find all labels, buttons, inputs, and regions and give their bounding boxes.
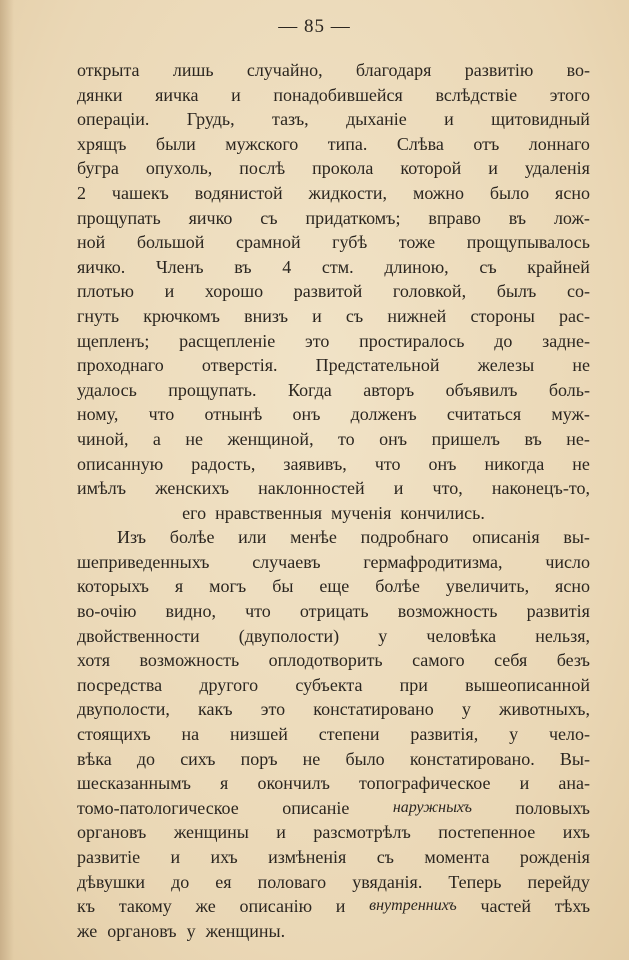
word: не	[302, 748, 321, 769]
word: еще	[319, 576, 350, 597]
word: окончилъ	[257, 773, 330, 794]
text-line	[77, 648, 590, 673]
word: ана-	[558, 773, 590, 794]
word: развитія	[526, 601, 590, 622]
word: и	[312, 305, 322, 326]
text-line	[77, 255, 590, 280]
word: констатировано	[313, 699, 434, 720]
word: на	[181, 724, 200, 745]
word: перейду	[527, 871, 590, 892]
word: я	[174, 576, 184, 597]
text-line	[77, 722, 590, 747]
word: животныхъ,	[499, 699, 590, 720]
word: открыта	[77, 60, 140, 80]
word: что	[148, 404, 175, 425]
word: безъ	[556, 650, 590, 671]
word: не-	[566, 428, 590, 449]
word: хотя	[77, 650, 110, 671]
word: ному,	[77, 404, 119, 425]
word: боль-	[548, 379, 590, 400]
word: бы	[272, 576, 294, 597]
word: внизъ	[244, 305, 288, 326]
word: чашекъ	[111, 182, 169, 203]
word: измѣненія	[268, 847, 347, 867]
word: сихъ	[180, 748, 216, 769]
word: отверстія.	[201, 355, 278, 376]
word: щитовидный	[491, 109, 590, 130]
word: развитію	[464, 60, 534, 80]
word: прощупать	[77, 207, 161, 228]
word: до	[494, 330, 513, 351]
word: срамной	[235, 232, 301, 253]
word: описаніе	[282, 797, 350, 818]
word: ясно	[555, 576, 590, 597]
word: объявилъ	[445, 379, 518, 400]
word: и	[276, 822, 286, 843]
word: наружныхъ	[392, 798, 472, 816]
word: отъ	[473, 133, 500, 154]
word: во-	[566, 60, 590, 80]
word: видно,	[165, 601, 216, 622]
word: во-очію	[77, 601, 137, 622]
word: оплодотворить	[268, 650, 383, 671]
word: большой	[136, 232, 205, 253]
word: этого	[549, 84, 590, 105]
text-line	[77, 796, 590, 821]
word: органовъ	[107, 920, 177, 941]
text-line	[77, 107, 590, 132]
word: вправо	[428, 207, 481, 228]
word: крайней	[527, 256, 590, 277]
word: женщиной,	[227, 428, 314, 449]
word: нравственныя	[215, 502, 322, 523]
word: нельзя,	[535, 625, 590, 646]
word: прощупать.	[168, 379, 257, 400]
word: подробнаго	[360, 527, 449, 548]
word: задне-	[542, 330, 590, 351]
word: отрицать	[299, 601, 369, 622]
text-line	[77, 304, 590, 329]
word: возможность	[139, 650, 240, 671]
text-line	[77, 747, 590, 772]
word: вѣка	[77, 748, 112, 769]
word: же	[77, 920, 98, 941]
word: лож-	[553, 207, 590, 228]
word: съ	[345, 305, 364, 326]
text-line	[77, 599, 590, 624]
word: топографическое	[359, 773, 491, 794]
word: другого	[199, 674, 259, 695]
word: вышеописанной	[465, 674, 590, 695]
word: кончились.	[400, 502, 485, 523]
text-line	[77, 673, 590, 698]
word: мученія	[331, 502, 392, 523]
word: и	[488, 158, 498, 179]
word: дянки	[77, 84, 123, 105]
word: прокола	[312, 158, 374, 179]
word: Грудь,	[186, 109, 235, 130]
word: которой	[400, 158, 462, 179]
word: болѣе	[169, 527, 215, 548]
word: благодаря	[355, 60, 432, 80]
word: описанную	[77, 453, 164, 474]
word: головкой,	[392, 281, 467, 302]
word: онъ	[292, 404, 321, 425]
word: тѣхъ	[554, 896, 590, 917]
word: Изъ	[117, 527, 147, 548]
text-line	[77, 550, 590, 575]
word: послѣ	[239, 158, 286, 179]
word: констатировано.	[409, 748, 535, 769]
word: гнуть	[77, 305, 120, 326]
word: чиной,	[77, 428, 129, 449]
word: тоже	[398, 232, 436, 253]
page-number: — 85 —	[278, 16, 351, 37]
text-line	[77, 427, 590, 452]
text-line	[77, 279, 590, 304]
word: момента	[424, 847, 490, 867]
word: былъ	[496, 281, 537, 302]
word: описанія	[472, 527, 540, 548]
word: вы-	[563, 527, 590, 548]
word: яичко	[188, 207, 233, 228]
word: расщепленіе	[179, 330, 276, 351]
word: стм.	[321, 256, 354, 277]
word: мужского	[225, 133, 299, 154]
word: яичка	[155, 84, 199, 105]
word: человѣка	[426, 625, 497, 646]
word: менѣе	[290, 527, 337, 548]
word: же	[195, 896, 216, 917]
word: я	[220, 773, 229, 794]
word: было	[345, 748, 385, 769]
text-line	[77, 83, 590, 108]
word: заявивъ,	[283, 453, 347, 474]
word: крючкомъ	[143, 305, 220, 326]
text-line	[77, 402, 590, 427]
word: (двуполости)	[238, 625, 340, 646]
word: органовъ	[77, 822, 147, 843]
word: субъекта	[295, 674, 363, 695]
word: со-	[566, 281, 590, 302]
word: степени	[318, 724, 380, 745]
word: случайно,	[246, 60, 323, 80]
word: и	[164, 281, 175, 302]
text-line	[77, 476, 590, 501]
word: шесказаннымъ	[77, 773, 191, 794]
word: постепенное	[438, 822, 536, 843]
word: половаго	[257, 871, 327, 892]
word: не	[572, 355, 590, 376]
word: что	[245, 601, 271, 622]
word: считаться	[446, 404, 522, 425]
word: самого	[412, 650, 465, 671]
word: и	[170, 847, 181, 867]
word: железы	[477, 355, 535, 376]
word: отнынѣ	[204, 404, 263, 425]
word: въ	[524, 428, 542, 449]
word: хорошо	[204, 281, 264, 302]
word: увеличить,	[445, 576, 530, 597]
word: внутреннихъ	[369, 897, 457, 915]
word: водянистой	[194, 182, 283, 203]
word: Предстательной	[315, 355, 440, 376]
word: шеприведенныхъ	[77, 551, 210, 572]
word: длиною,	[384, 256, 449, 277]
word: себя	[494, 650, 528, 671]
word: прощупывалось	[466, 232, 590, 253]
word: можно	[412, 182, 464, 203]
word: лоннаго	[528, 133, 590, 154]
word: операціи.	[77, 109, 150, 130]
word: у	[509, 724, 519, 745]
word: до	[136, 748, 156, 769]
word: чело-	[548, 724, 590, 745]
word: съ	[479, 256, 497, 277]
word: гермафродитизма,	[363, 551, 503, 572]
word: къ	[77, 896, 96, 917]
word: понадобившейся	[273, 84, 403, 105]
word: развитіе	[77, 847, 141, 867]
word: бугра	[77, 158, 119, 179]
word: какъ	[198, 699, 233, 720]
word: случаевъ	[252, 551, 321, 572]
text-line	[77, 132, 590, 157]
word: хрящъ	[77, 133, 127, 154]
text-line	[77, 501, 590, 526]
text-line	[77, 525, 590, 550]
word: проходнаго	[77, 355, 164, 376]
word: и	[444, 109, 454, 130]
text-line	[77, 894, 590, 919]
word: это	[260, 699, 286, 720]
word: рас-	[558, 305, 590, 326]
text-line	[77, 329, 590, 354]
text-line	[77, 156, 590, 181]
word: Когда	[287, 379, 332, 400]
word: и	[519, 773, 530, 794]
word: Слѣва	[396, 133, 444, 154]
word: ной	[77, 232, 106, 253]
word: которыхъ	[77, 576, 149, 597]
word: наконецъ-то,	[491, 478, 590, 499]
text-line	[77, 206, 590, 231]
text-line	[77, 181, 590, 206]
word: Членъ	[155, 256, 204, 277]
word: Вы-	[559, 748, 590, 769]
word: стороны	[470, 305, 535, 326]
text-line	[77, 378, 590, 403]
word: возможность	[397, 601, 498, 622]
word: могъ	[209, 576, 247, 597]
word: увяданія.	[352, 871, 423, 892]
word: ясно	[555, 182, 590, 203]
word: простиралось	[359, 330, 465, 351]
word: радость,	[191, 453, 256, 474]
word: двуполости,	[77, 699, 170, 720]
text-line	[77, 452, 590, 477]
word: ихъ	[562, 822, 590, 843]
word: и	[335, 896, 346, 917]
body-text	[77, 58, 590, 943]
word: имѣлъ	[77, 478, 127, 499]
word: авторъ	[363, 379, 415, 400]
word: что,	[432, 478, 463, 499]
word: то	[338, 428, 355, 449]
word: стоящихъ	[77, 724, 151, 745]
word: пришелъ	[431, 428, 500, 449]
word: никогда	[484, 453, 545, 474]
word: это	[304, 330, 330, 351]
word: не	[185, 428, 204, 449]
word: губѣ	[332, 232, 368, 253]
text-line	[77, 845, 590, 870]
word: 4	[282, 256, 292, 277]
word: описанію	[239, 896, 313, 917]
word: тазъ,	[271, 109, 309, 130]
word: наклонностей	[258, 478, 365, 499]
word: долженъ	[350, 404, 417, 425]
word: у	[461, 699, 471, 720]
word: муж-	[551, 404, 590, 425]
word: а	[152, 428, 161, 449]
text-line	[77, 624, 590, 649]
word: нижней	[387, 305, 447, 326]
word: щепленъ;	[77, 330, 150, 351]
word: развитой	[293, 281, 363, 302]
word: Теперь	[448, 871, 502, 892]
word: женщины.	[205, 920, 286, 941]
word: 2	[77, 182, 86, 203]
word: женскихъ	[155, 478, 230, 499]
word: яичко.	[77, 256, 126, 277]
page-edge-shadow	[0, 0, 14, 960]
text-line	[77, 574, 590, 599]
word: рожденія	[519, 847, 590, 867]
word: ихъ	[210, 847, 238, 867]
word: было	[489, 182, 530, 203]
text-line	[77, 919, 590, 944]
word: плотью	[77, 281, 134, 302]
word: разсмотрѣлъ	[313, 822, 411, 843]
word: у	[186, 920, 196, 941]
word: жидкости,	[308, 182, 388, 203]
word: при	[399, 674, 428, 695]
text-line	[77, 230, 590, 255]
word: ея	[215, 871, 232, 892]
word: онъ	[428, 453, 457, 474]
word: двойственности	[77, 625, 200, 646]
word: вслѣдствіе	[435, 84, 518, 105]
word: посредства	[77, 674, 163, 695]
word: онъ	[379, 428, 408, 449]
word: такому	[118, 896, 172, 917]
word: съ	[260, 207, 278, 228]
text-line	[77, 820, 590, 845]
word: болѣе	[375, 576, 420, 597]
word: у	[378, 625, 388, 646]
word: лишь	[172, 60, 214, 80]
word: низшей	[230, 724, 288, 745]
word: томо-патологическое	[77, 797, 239, 818]
word: дѣвушки	[77, 871, 146, 892]
word: въ	[234, 256, 252, 277]
word: что	[374, 453, 401, 474]
word: число	[545, 551, 590, 572]
word: частей	[480, 896, 531, 917]
word: и	[231, 84, 241, 105]
word: или	[238, 527, 267, 548]
word: опухоль,	[145, 158, 213, 179]
word: съ	[376, 847, 394, 867]
word: дыханіе	[346, 109, 407, 130]
word: половыхъ	[515, 797, 590, 818]
word: и	[393, 478, 404, 499]
text-line	[77, 870, 590, 895]
text-line	[77, 697, 590, 722]
word: до	[171, 871, 190, 892]
text-line	[77, 58, 590, 83]
word: не	[572, 453, 590, 474]
word: были	[155, 133, 196, 154]
word: поръ	[240, 748, 278, 769]
word: типа.	[327, 133, 368, 154]
word: придаткомъ;	[305, 207, 401, 228]
word: женщины	[173, 822, 249, 843]
word: развитія,	[410, 724, 479, 745]
text-line	[77, 771, 590, 796]
word: удалось	[77, 379, 137, 400]
text-line	[77, 353, 590, 378]
word: въ	[508, 207, 527, 228]
word: его	[182, 502, 207, 523]
word: удаленія	[524, 158, 590, 179]
